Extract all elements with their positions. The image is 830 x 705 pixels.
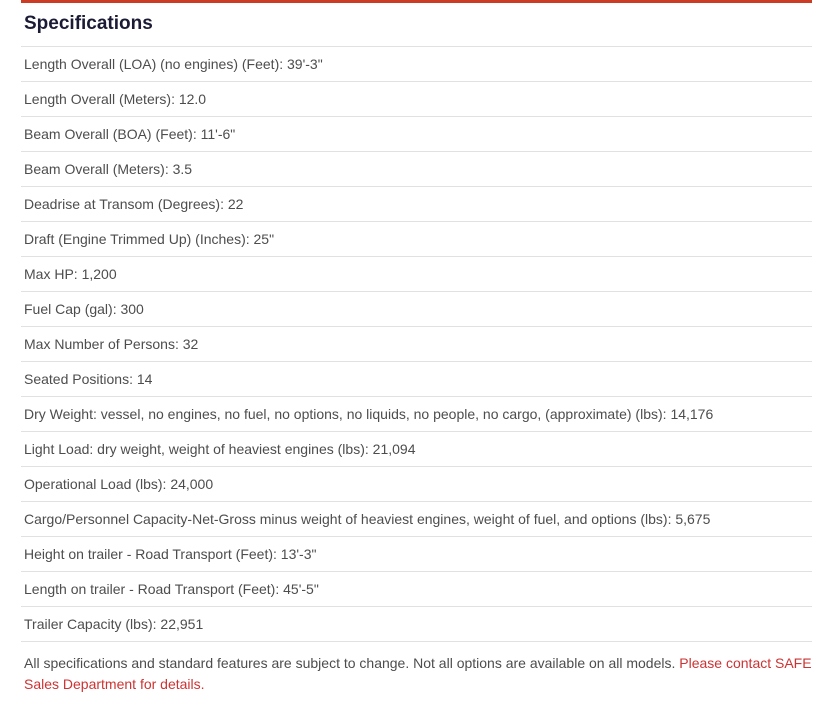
page-title: Specifications bbox=[24, 13, 153, 34]
spec-label: Height on trailer - Road Transport (Feet) bbox=[24, 546, 273, 562]
spec-value: 1,200 bbox=[81, 266, 117, 282]
spec-label: Dry Weight: vessel, no engines, no fuel, no options, no liquids, no people, no cargo, (approximate) (lbs) bbox=[24, 406, 663, 422]
spec-separator: : bbox=[171, 91, 179, 107]
spec-value: 21,094 bbox=[372, 441, 416, 457]
spec-separator: : bbox=[364, 441, 373, 457]
spec-value: 3.5 bbox=[172, 161, 193, 177]
spec-label: Max Number of Persons bbox=[24, 336, 175, 352]
spec-label: Beam Overall (Meters) bbox=[24, 161, 165, 177]
sales-department-link[interactable]: Please contact SAFE Sales Department for details. bbox=[24, 655, 812, 692]
spec-row bbox=[21, 431, 812, 466]
spec-row bbox=[21, 501, 812, 536]
spec-value: 13'-3" bbox=[280, 546, 317, 562]
spec-separator: : bbox=[273, 546, 281, 562]
specifications-section bbox=[21, 0, 812, 695]
spec-separator: : bbox=[174, 336, 183, 352]
spec-row bbox=[21, 361, 812, 396]
spec-row bbox=[21, 221, 812, 256]
spec-separator: : bbox=[667, 511, 676, 527]
spec-label: Length Overall (Meters) bbox=[24, 91, 172, 107]
spec-row bbox=[21, 536, 812, 571]
spec-row bbox=[21, 116, 812, 151]
spec-separator: : bbox=[662, 406, 671, 422]
spec-value: 14,176 bbox=[670, 406, 714, 422]
spec-value: 25" bbox=[253, 231, 275, 247]
spec-separator: : bbox=[192, 126, 201, 142]
spec-row bbox=[21, 151, 812, 186]
spec-value: 14 bbox=[136, 371, 153, 387]
spec-label: Length Overall (LOA) (no engines) (Feet) bbox=[24, 56, 280, 72]
spec-value: 11'-6" bbox=[200, 126, 236, 142]
footer-note bbox=[24, 653, 812, 695]
spec-row bbox=[21, 606, 812, 641]
spec-separator: : bbox=[279, 56, 288, 72]
spec-row bbox=[21, 326, 812, 361]
spec-separator: : bbox=[220, 196, 228, 212]
spec-value: 24,000 bbox=[170, 476, 214, 492]
spec-value: 12.0 bbox=[178, 91, 207, 107]
spec-label: Operational Load (lbs) bbox=[24, 476, 163, 492]
spec-label: Light Load: dry weight, weight of heaviest engines (lbs) bbox=[24, 441, 365, 457]
spec-separator: : bbox=[162, 476, 171, 492]
spec-separator: : bbox=[152, 616, 161, 632]
accent-bar bbox=[21, 0, 812, 3]
spec-label: Cargo/Personnel Capacity-Net-Gross minus weight of heaviest engines, weight of fuel, and options (lbs) bbox=[24, 511, 668, 527]
spec-value: 32 bbox=[182, 336, 199, 352]
spec-value: 300 bbox=[120, 301, 144, 317]
spec-separator: : bbox=[129, 371, 137, 387]
spec-row bbox=[21, 256, 812, 291]
spec-value: 5,675 bbox=[675, 511, 711, 527]
spec-value: 39'-3" bbox=[287, 56, 323, 72]
spec-list bbox=[21, 46, 812, 642]
spec-value: 22 bbox=[227, 196, 244, 212]
spec-value: 22,951 bbox=[160, 616, 204, 632]
spec-label: Fuel Cap (gal) bbox=[24, 301, 113, 317]
spec-row bbox=[21, 46, 812, 81]
spec-label: Max HP bbox=[24, 266, 74, 282]
spec-label: Length on trailer - Road Transport (Feet) bbox=[24, 581, 276, 597]
spec-separator: : bbox=[275, 581, 284, 597]
spec-value: 45'-5" bbox=[283, 581, 319, 597]
footer-disclaimer-text: All specifications and standard features are subject to change. Not all options are available on all models. bbox=[24, 655, 680, 671]
spec-row bbox=[21, 571, 812, 606]
spec-label: Deadrise at Transom (Degrees) bbox=[24, 196, 221, 212]
spec-separator: : bbox=[245, 231, 254, 247]
spec-label: Trailer Capacity (lbs) bbox=[24, 616, 153, 632]
spec-row bbox=[21, 466, 812, 501]
spec-row bbox=[21, 186, 812, 221]
spec-label: Draft (Engine Trimmed Up) (Inches) bbox=[24, 231, 246, 247]
spec-row bbox=[21, 396, 812, 431]
spec-separator: : bbox=[164, 161, 173, 177]
spec-row bbox=[21, 291, 812, 326]
spec-separator: : bbox=[73, 266, 82, 282]
spec-label: Beam Overall (BOA) (Feet) bbox=[24, 126, 193, 142]
spec-separator: : bbox=[112, 301, 121, 317]
spec-label: Seated Positions bbox=[24, 371, 130, 387]
spec-row bbox=[21, 81, 812, 116]
